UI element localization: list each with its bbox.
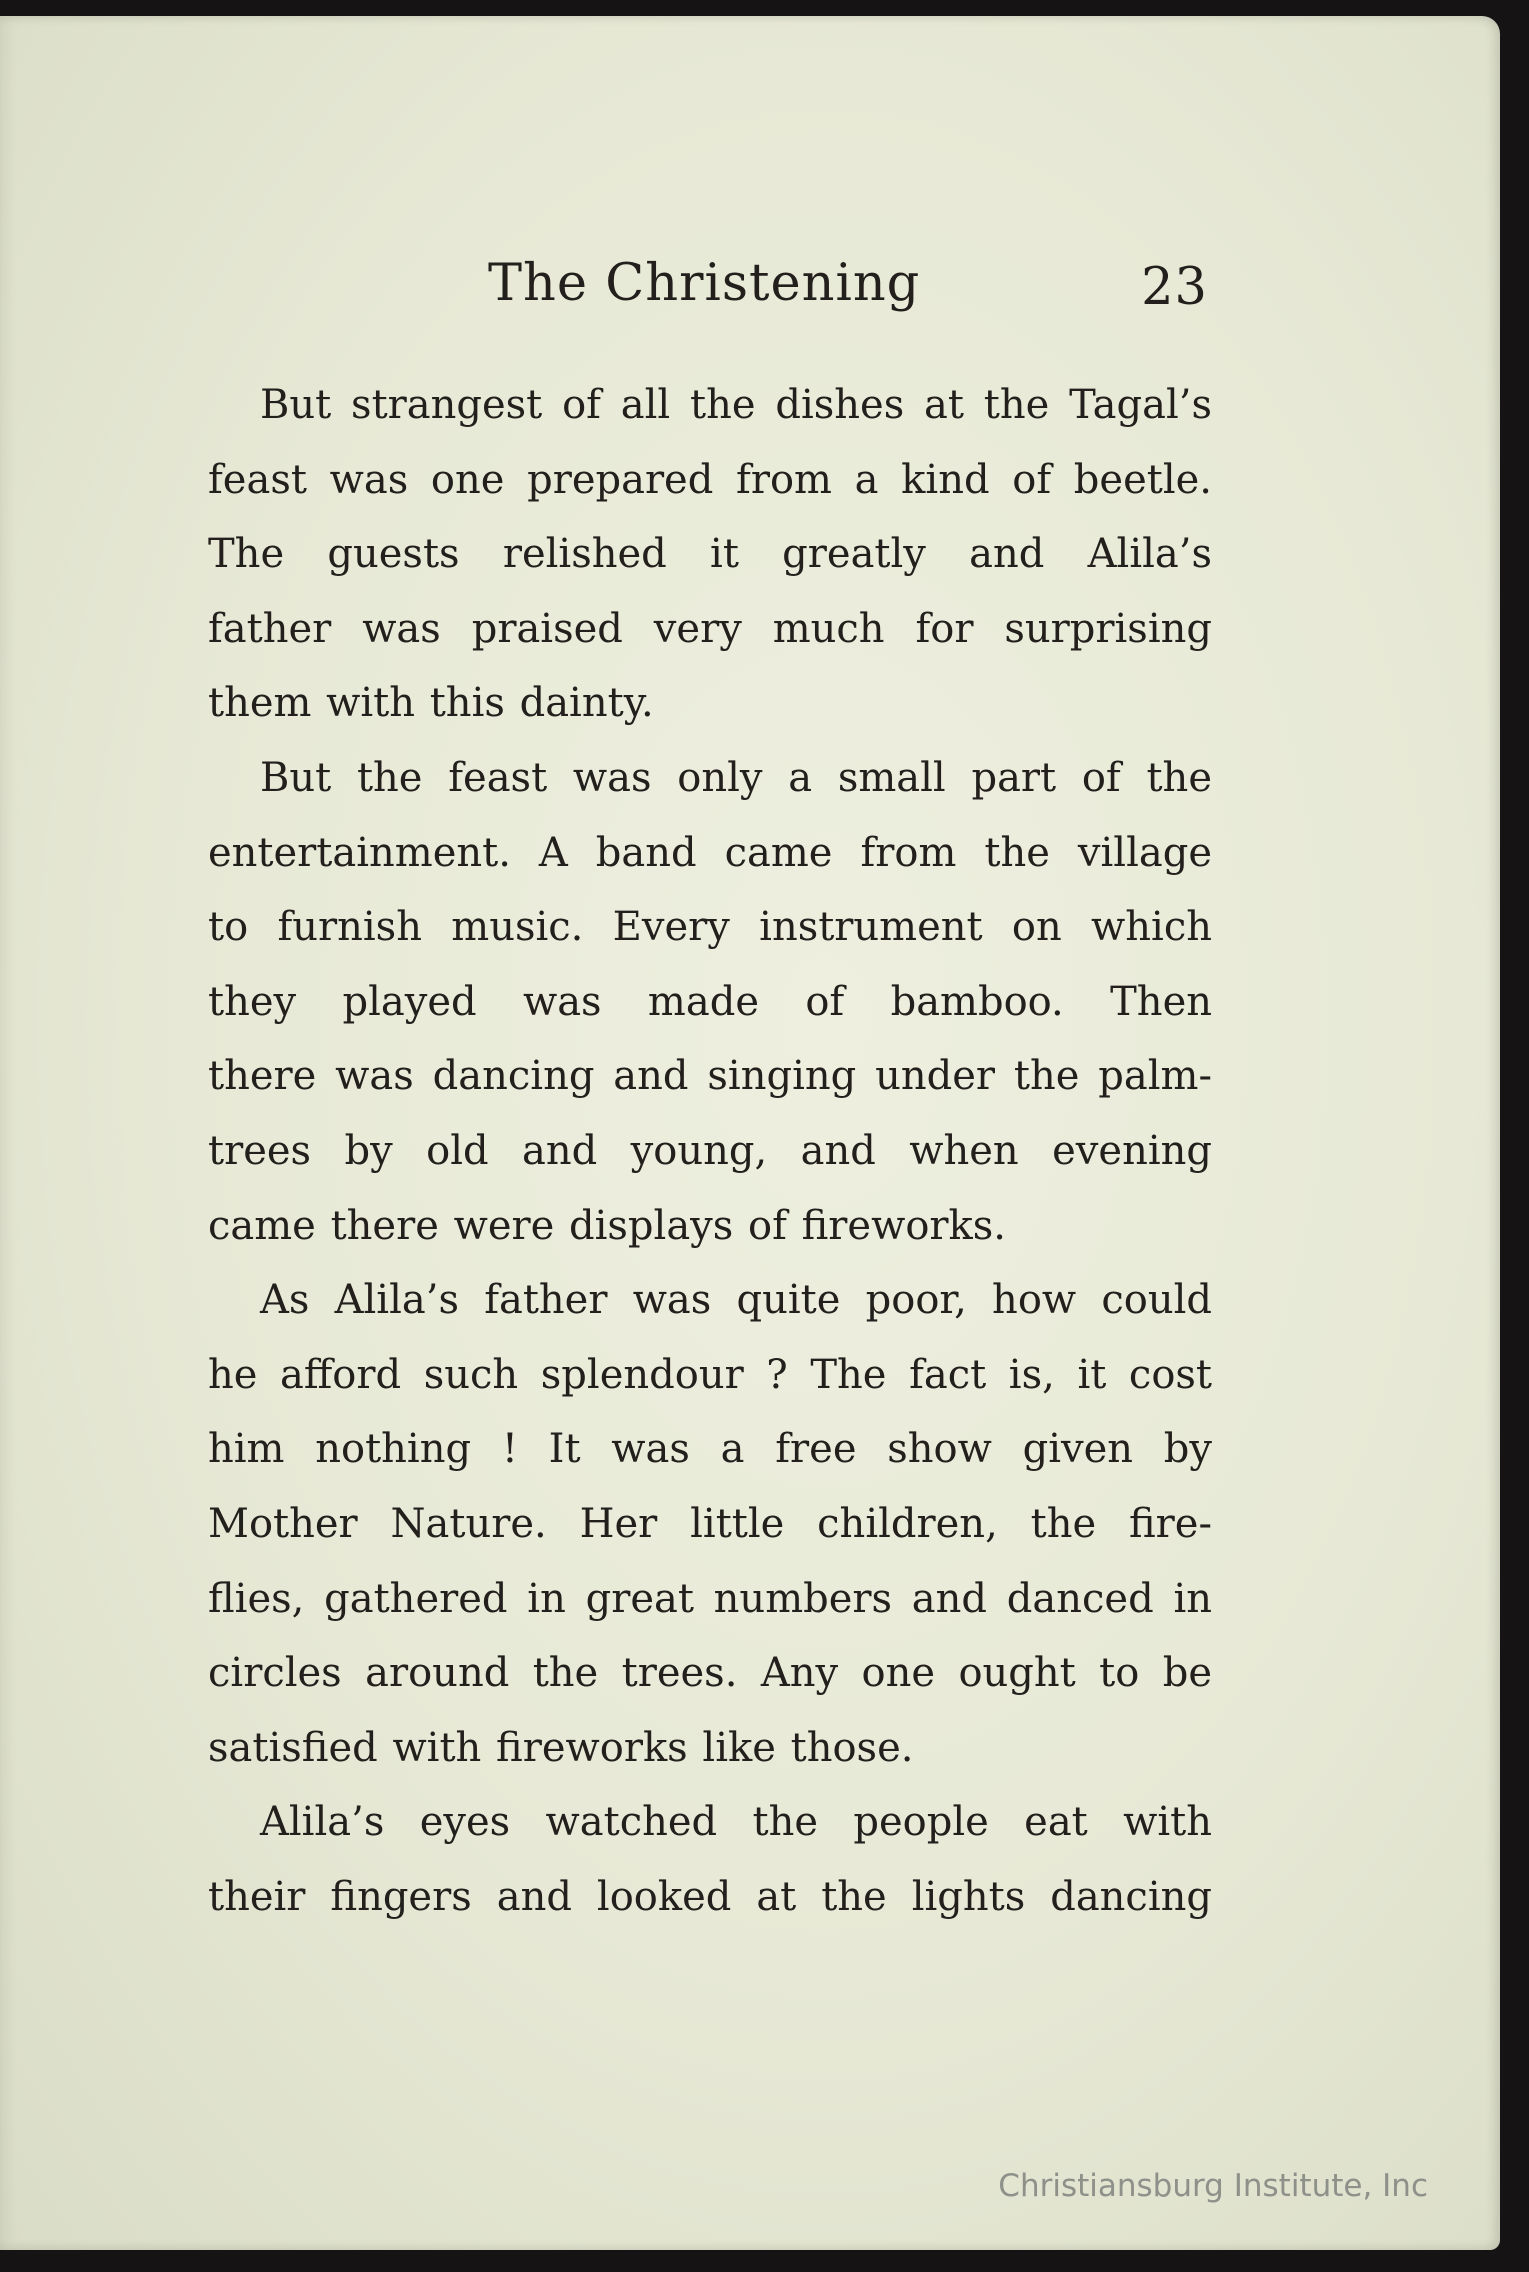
text-line: they played was made of bamboo. Then — [208, 978, 1212, 1025]
text-line: satisfied with fireworks like those. — [208, 1724, 914, 1771]
text-line: came there were displays of fireworks. — [208, 1202, 1007, 1249]
text-line: But strangest of all the dishes at the Tagal’s — [260, 382, 1212, 428]
text-line: Mother Nature. Her little children, the fire- — [208, 1500, 1212, 1547]
text-line: trees by old and young, and when evening — [208, 1127, 1212, 1174]
book-page — [0, 16, 1500, 2250]
paragraph — [208, 1263, 1212, 1785]
text-line: circles around the trees. Any one ought to be — [208, 1650, 1212, 1697]
watermark: Christiansburg Institute, Inc — [998, 2168, 1428, 2204]
text-line: The guests relished it greatly and Alila’s — [208, 531, 1212, 578]
text-line: him nothing ! It was a free show given by — [208, 1426, 1212, 1473]
body-text — [208, 368, 1212, 1934]
text-line: flies, gathered in great numbers and danced in — [208, 1575, 1212, 1622]
text-line: to furnish music. Every instrument on which — [208, 904, 1212, 951]
text-line: As Alila’s father was quite poor, how could — [260, 1277, 1212, 1324]
paragraph — [208, 368, 1212, 741]
running-header — [208, 236, 1208, 316]
text-line: feast was one prepared from a kind of beetle. — [208, 456, 1212, 503]
text-line: Alila’s eyes watched the people eat with — [260, 1799, 1212, 1846]
text-line: entertainment. A band came from the village — [208, 829, 1212, 876]
text-line: there was dancing and singing under the palm- — [208, 1053, 1212, 1100]
chapter-title: The Christening — [488, 254, 921, 313]
page-number: 23 — [1141, 258, 1208, 317]
text-line: their fingers and looked at the lights dancing — [208, 1873, 1212, 1920]
paragraph — [208, 741, 1212, 1263]
text-line: But the feast was only a small part of the — [260, 754, 1212, 801]
text-line: father was praised very much for surprising — [208, 605, 1212, 652]
paragraph — [208, 1785, 1212, 1934]
text-line: them with this dainty. — [208, 680, 654, 727]
text-line: he afford such splendour ? The fact is, it cost — [208, 1351, 1212, 1398]
